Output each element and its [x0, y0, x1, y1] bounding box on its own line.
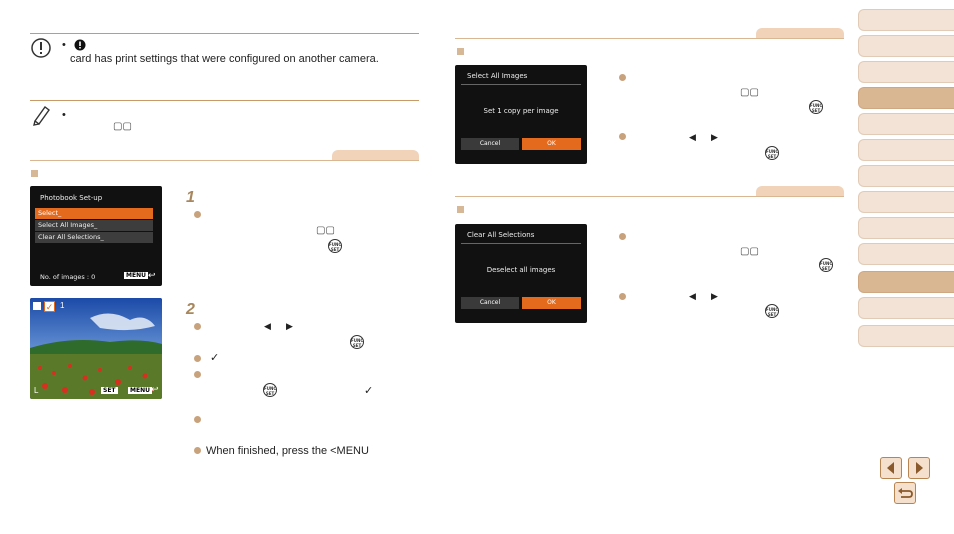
step2-bullet-4 — [194, 416, 201, 423]
copy-count: 1 — [60, 301, 65, 310]
return-button[interactable] — [894, 482, 916, 504]
left-arrow-icon-r1: ◀ — [689, 132, 696, 142]
prev-arrow-icon — [881, 458, 901, 478]
func-set-icon-r1[interactable]: FUNC SET — [809, 100, 823, 114]
screen-title: Photobook Set-up — [40, 194, 103, 202]
section-rule-right-1 — [455, 38, 844, 39]
book-icon-r1: ▢▢ — [740, 87, 759, 98]
caution-text: card has print settings that were configured on another camera. — [70, 53, 379, 65]
cancel-button[interactable]: Cancel — [461, 138, 519, 150]
side-tab-3[interactable] — [858, 61, 954, 83]
cancel-button-2[interactable]: Cancel — [461, 297, 519, 309]
right-arrow-icon: ▶ — [286, 321, 293, 331]
side-tab-13[interactable] — [858, 325, 954, 347]
screen-title-select-all: Select All Images — [467, 72, 528, 80]
print-icon — [33, 302, 41, 310]
r2-bullet-2 — [619, 293, 626, 300]
func-set-icon-r1b[interactable]: FUNC SET — [765, 146, 779, 160]
side-tab-8[interactable] — [858, 191, 954, 213]
landscape-photo — [30, 298, 162, 399]
screen-message: Set 1 copy per image — [483, 107, 559, 115]
menu-badge-label: MENU — [126, 272, 146, 279]
note-bullet: • — [62, 109, 66, 121]
step1-bullet — [194, 211, 201, 218]
size-label: L — [34, 386, 39, 395]
menu-item-clear-all[interactable]: Clear All Selections_ — [35, 232, 153, 243]
menu-item-select-all[interactable]: Select All Images_ — [35, 220, 153, 231]
return-icon: ↩ — [148, 270, 156, 280]
right-arrow-icon-r2: ▶ — [711, 291, 718, 301]
func-set-icon-r2[interactable]: FUNC SET — [819, 258, 833, 272]
r1-bullet-2 — [619, 133, 626, 140]
checkbox-icon[interactable] — [44, 301, 55, 312]
return-arrow-icon — [895, 483, 915, 503]
caution-icon — [30, 37, 52, 59]
side-tab-9[interactable] — [858, 217, 954, 239]
photo-select-screen — [30, 298, 162, 399]
caution-top-rule — [30, 33, 419, 34]
book-icon: ▢▢ — [113, 121, 132, 132]
return-icon-2: ↩ — [151, 384, 159, 394]
side-tab-6[interactable] — [858, 139, 954, 161]
screen-message-2: Deselect all images — [486, 266, 556, 274]
func-set-icon[interactable]: FUNC SET — [328, 239, 342, 253]
set-badge: SET — [103, 387, 116, 394]
right-arrow-icon-r1: ▶ — [711, 132, 718, 142]
side-tab-5[interactable] — [858, 113, 954, 135]
check-mark-text: ✓ — [210, 352, 220, 364]
section-tab-left — [332, 150, 419, 160]
r1-bullet-1 — [619, 74, 626, 81]
next-page-button[interactable] — [908, 457, 930, 479]
menu-badge-2: MENU — [130, 387, 150, 394]
side-tab-10[interactable] — [858, 243, 954, 265]
section-marker-r1 — [457, 48, 464, 55]
section-rule-left — [30, 160, 419, 161]
menu-item-select[interactable]: Select_ — [35, 208, 153, 219]
left-arrow-icon: ◀ — [264, 321, 271, 331]
step2-bullet-3 — [194, 371, 201, 378]
book-icon-2: ▢▢ — [316, 225, 335, 236]
screen-divider-2 — [461, 243, 581, 244]
important-icon — [74, 39, 86, 51]
side-tab-1[interactable] — [858, 9, 954, 31]
step2-bullet-2 — [194, 355, 201, 362]
step2-bullet-5 — [194, 447, 201, 454]
side-tab-2[interactable] — [858, 35, 954, 57]
screen-divider — [461, 84, 581, 85]
caution-bottom-rule — [30, 100, 419, 101]
side-tab-12[interactable] — [858, 297, 954, 319]
finished-text: When finished, press the <MENU — [206, 445, 369, 457]
left-arrow-icon-r2: ◀ — [689, 291, 696, 301]
check-mark: ✓ — [45, 302, 54, 312]
step2-bullet-1 — [194, 323, 201, 330]
image-count-label: No. of images : 0 — [40, 273, 96, 281]
func-set-icon-3[interactable]: FUNC SET — [263, 383, 277, 397]
section-tab-right-1 — [756, 28, 844, 38]
section-rule-right-2 — [455, 196, 844, 197]
photobook-setup-screen — [30, 186, 162, 286]
ok-button-2[interactable]: OK — [522, 297, 581, 309]
screen-title-clear-all: Clear All Selections — [467, 231, 535, 239]
section-tab-right-2 — [756, 186, 844, 196]
menu-badge — [124, 272, 148, 279]
select-all-images-screen — [455, 65, 587, 164]
section-marker-r2 — [457, 206, 464, 213]
side-tab-7[interactable] — [858, 165, 954, 187]
book-icon-r2: ▢▢ — [740, 246, 759, 257]
side-tab-4[interactable] — [858, 87, 954, 109]
func-set-icon-2[interactable]: FUNC SET — [350, 335, 364, 349]
func-set-icon-r2b[interactable]: FUNC SET — [765, 304, 779, 318]
step-1-number: 1 — [186, 189, 195, 206]
section-marker — [31, 170, 38, 177]
pencil-icon — [32, 104, 52, 126]
ok-button[interactable]: OK — [522, 138, 581, 150]
caution-bullet: • — [62, 39, 66, 51]
next-arrow-icon — [909, 458, 929, 478]
clear-all-selections-screen — [455, 224, 587, 323]
check-mark-text-2: ✓ — [364, 385, 374, 397]
prev-page-button[interactable] — [880, 457, 902, 479]
step-2-number: 2 — [186, 301, 195, 318]
r2-bullet-1 — [619, 233, 626, 240]
side-tab-11[interactable] — [858, 271, 954, 293]
